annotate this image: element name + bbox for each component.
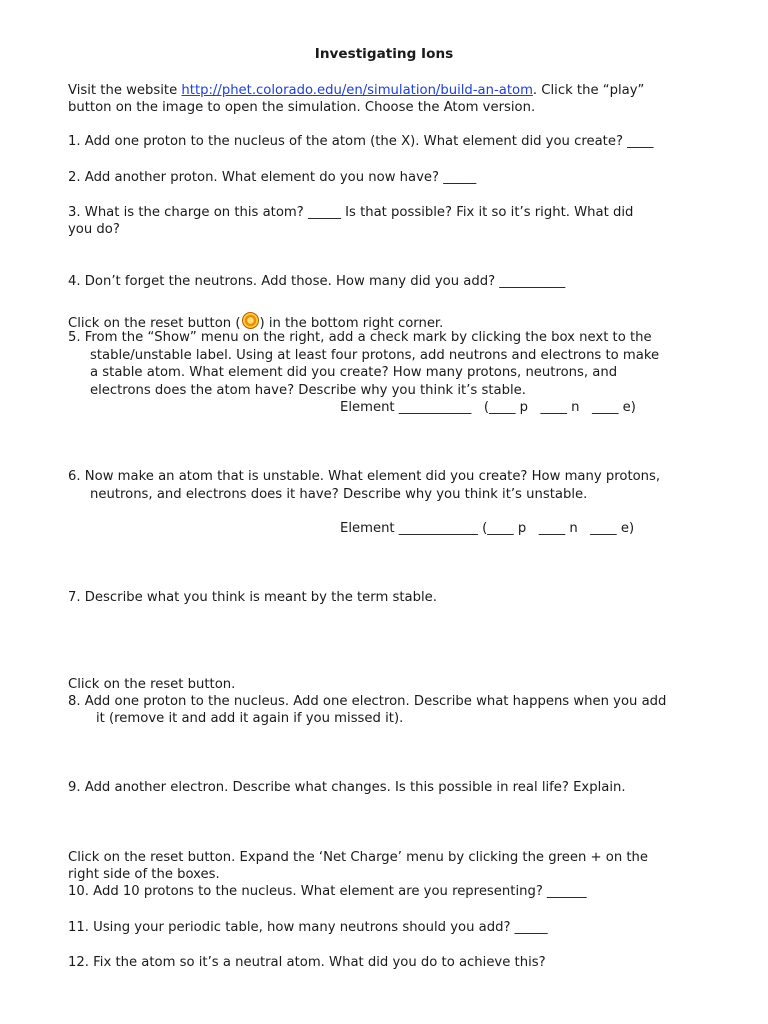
question-8-line-1: 8. Add one proton to the nucleus. Add one electron. Describe what happens when you add — [68, 694, 667, 709]
question-5-line-1: 5. From the “Show” menu on the right, add a check mark by clicking the box next to the — [68, 330, 652, 345]
intro-line-2: button on the image to open the simulation. Choose the Atom version. — [68, 100, 536, 115]
question-7: 7. Describe what you think is meant by the term stable. — [68, 590, 437, 605]
question-4: 4. Don’t forget the neutrons. Add those. How many did you add? __________ — [68, 274, 566, 289]
intro-text-after: . Click the “play” — [532, 83, 645, 98]
question-3-line-1: 3. What is the charge on this atom? _____ Is that possible? Fix it so it’s right. What did — [68, 205, 634, 220]
question-3-line-2: you do? — [68, 222, 120, 237]
reset-instruction-3-line-2: right side of the boxes. — [68, 867, 220, 882]
question-6-line-1: 6. Now make an atom that is unstable. What element did you create? How many protons, — [68, 469, 661, 484]
question-6-line-2: neutrons, and electrons does it have? Describe why you think it’s unstable. — [90, 487, 588, 502]
question-9: 9. Add another electron. Describe what changes. Is this possible in real life? Explain. — [68, 780, 626, 795]
question-8-line-2: it (remove it and add it again if you missed it). — [96, 711, 404, 726]
question-5-line-3: a stable atom. What element did you create? How many protons, neutrons, and — [90, 365, 618, 380]
question-12: 12. Fix the atom so it’s a neutral atom. What did you do to achieve this? — [68, 955, 546, 970]
question-10: 10. Add 10 protons to the nucleus. What element are you representing? ______ — [68, 884, 587, 899]
reset-instruction-2: Click on the reset button. — [68, 677, 236, 692]
phet-link[interactable]: http://phet.colorado.edu/en/simulation/build-an-atom — [181, 83, 533, 98]
reset-instruction-3-line-1: Click on the reset button. Expand the ‘Net Charge’ menu by clicking the green + on the — [68, 850, 649, 865]
question-5-line-2: stable/unstable label. Using at least four protons, add neutrons and electrons to make — [90, 348, 660, 363]
question-5-line-4: electrons does the atom have? Describe why you think it’s stable. — [90, 383, 526, 398]
question-11: 11. Using your periodic table, how many neutrons should you add? _____ — [68, 920, 548, 935]
question-1: 1. Add one proton to the nucleus of the atom (the X). What element did you create? ____ — [68, 134, 654, 149]
intro-line-1 — [68, 82, 644, 100]
intro-text-before: Visit the website — [68, 83, 182, 98]
question-6-element-line: Element ____________ (____ p ____ n ____ e) — [340, 521, 635, 536]
question-5-element-line: Element ___________ (____ p ____ n ____ e) — [340, 400, 636, 415]
question-2: 2. Add another proton. What element do you now have? _____ — [68, 170, 477, 185]
page-title: Investigating Ions — [314, 46, 454, 62]
reset-text-after: ) in the bottom right corner. — [259, 316, 444, 331]
reset-text-before: Click on the reset button ( — [68, 316, 241, 331]
reset-button-icon — [242, 312, 259, 329]
